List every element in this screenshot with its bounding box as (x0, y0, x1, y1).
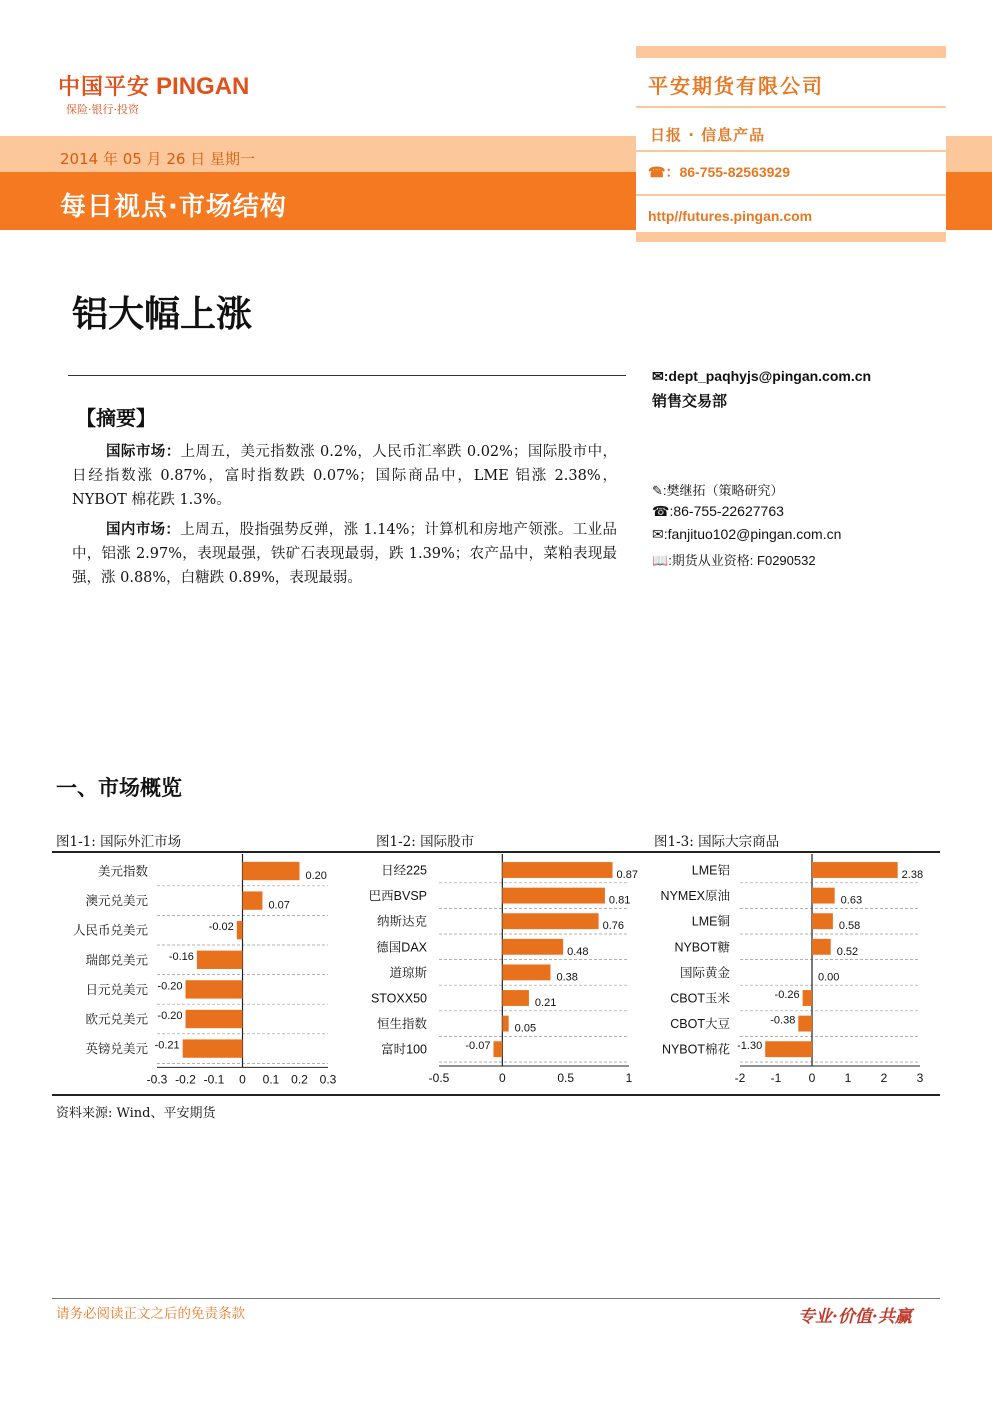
header-band-right-dark (946, 172, 992, 230)
tick-label: 1 (625, 1071, 633, 1085)
category-label: CBOT大豆 (670, 1017, 730, 1032)
category-label: 国际黄金 (679, 965, 730, 980)
bar (197, 951, 243, 969)
value-label: 0.76 (602, 920, 625, 933)
dept-name: 销售交易部 (652, 392, 728, 410)
logo-cn: 中国平安 (58, 75, 151, 100)
report-title: 铝大幅上涨 (72, 294, 253, 335)
category-label: 富时100 (381, 1042, 427, 1057)
mail-icon: ✉ (652, 368, 664, 384)
category-label: 纳斯达克 (376, 914, 427, 929)
value-label: -0.20 (157, 1010, 183, 1022)
value-label: 0.58 (838, 920, 861, 933)
tick-label: 0.5 (557, 1071, 575, 1085)
bar (502, 990, 529, 1006)
analyst-qualification (652, 550, 816, 569)
info-box-top-bar (636, 46, 946, 58)
value-label: 0.05 (514, 1022, 537, 1035)
dom-label: 国内市场： (106, 522, 181, 538)
info-box-divider (636, 106, 946, 108)
footer-rule (52, 1298, 940, 1299)
bar (803, 990, 812, 1006)
category-label: 日元兑美元 (85, 982, 148, 997)
bar (243, 862, 300, 880)
category-label: CBOT玉米 (670, 991, 730, 1006)
charts-bottom-rule (52, 1094, 940, 1096)
value-label: 0.00 (818, 971, 840, 984)
value-label: -0.07 (465, 1040, 491, 1053)
company-phone (648, 162, 790, 182)
category-label: 道琼斯 (389, 965, 427, 980)
info-box-divider (636, 150, 946, 152)
category-label: NYBOT糖 (674, 940, 730, 955)
tick-label: 0 (239, 1072, 246, 1087)
analyst-phone-text: :86-755-22627763 (669, 503, 784, 519)
tick-label: -0.3 (146, 1072, 168, 1087)
bar (812, 913, 833, 929)
tick-label: 0.2 (291, 1072, 308, 1087)
analyst-phone (652, 503, 784, 520)
value-label: -0.16 (168, 950, 194, 963)
analyst-name (652, 480, 784, 499)
bar (493, 1041, 502, 1057)
analyst-name-text: :樊继拓（策略研究） (662, 483, 784, 498)
bar (812, 939, 831, 955)
value-label: 0.38 (556, 971, 578, 984)
bar (183, 1039, 243, 1057)
report-date: 2014 年 05 月 26 日 星期一 (60, 150, 255, 168)
category-label: 瑞郎兑美元 (85, 953, 148, 968)
disclaimer-note[interactable]: 请务必阅读正文之后的免责条款 (56, 1306, 245, 1322)
figure-caption-1: 图1-1: 国际外汇市场 (56, 834, 182, 850)
dept-email[interactable] (652, 368, 871, 385)
tick-label: -0.2 (175, 1072, 196, 1087)
category-label: LME铜 (691, 914, 730, 929)
info-box-divider (636, 194, 946, 196)
value-label: 0.21 (534, 997, 557, 1009)
tick-label: 2 (880, 1071, 888, 1085)
category-label: 澳元兑美元 (85, 894, 148, 909)
tick-label: 0.1 (262, 1072, 280, 1087)
dom-text: 上周五，股指强势反弹，涨 1.14%；计算机和房地产领涨。工业品中，铝涨 2.97%，表现最强，铁矿石表现最弱，跌 1.39%；农产品中，菜粕表现最强，涨 0.88%，白糖跌 0.89%，表现最弱。 (72, 522, 618, 586)
bar (186, 980, 243, 998)
value-label: -0.20 (157, 980, 183, 993)
chart-fx (52, 854, 352, 1094)
category-label: 美元指数 (97, 864, 148, 879)
charts-top-rule (52, 851, 940, 853)
value-label: -0.38 (770, 1014, 796, 1027)
tick-label: 3 (916, 1071, 924, 1085)
tick-label: 0 (498, 1071, 506, 1085)
mail-icon: ✉ (652, 526, 664, 542)
phone-icon: ☎： (648, 164, 680, 180)
value-label: -0.21 (154, 1039, 180, 1052)
section-banner: 每日视点·市场结构 (60, 192, 287, 222)
bar (502, 913, 598, 929)
data-source: 资料来源: Wind、平安期货 (56, 1106, 216, 1121)
intl-label: 国际市场： (106, 444, 181, 460)
bar (502, 862, 612, 878)
value-label: 0.81 (608, 894, 631, 907)
pen-icon: ✎ (652, 483, 663, 498)
bar (502, 888, 605, 904)
analyst-email[interactable] (652, 526, 841, 543)
tick-label: 0.3 (319, 1072, 337, 1087)
category-label: NYMEX原油 (660, 889, 730, 904)
tick-label: -0.5 (428, 1071, 450, 1085)
summary-dom-paragraph (72, 518, 617, 590)
value-label: 0.87 (616, 869, 638, 881)
tick-label: 1 (844, 1071, 852, 1085)
value-label: 0.63 (840, 894, 863, 907)
category-label: STOXX50 (370, 991, 427, 1006)
report-type: 日报 · 信息产品 (650, 126, 766, 144)
figure-caption-2: 图1-2: 国际股市 (376, 834, 475, 850)
tick-label: -1 (770, 1071, 782, 1085)
title-rule (68, 375, 626, 376)
tick-label: -2 (734, 1071, 746, 1085)
summary-intl-paragraph (72, 440, 617, 512)
value-label: -0.26 (774, 989, 800, 1001)
chart-commodities (644, 854, 940, 1094)
category-label: 巴西BVSP (368, 889, 427, 904)
bar (502, 939, 563, 955)
category-label: 德国DAX (376, 940, 427, 955)
info-box-bottom-bar (636, 232, 946, 242)
header-band-right-light (946, 136, 992, 172)
dept-email-text: :dept_paqhyjs@pingan.com.cn (663, 368, 872, 384)
book-icon: 📖 (652, 553, 669, 568)
bar (798, 1016, 812, 1032)
tick-label: 0 (808, 1071, 816, 1085)
logo-tagline: 保险·银行·投资 (66, 103, 139, 116)
company-logo (58, 70, 249, 101)
category-label: 人民币兑美元 (72, 923, 148, 938)
category-label: 英镑兑美元 (85, 1042, 148, 1057)
section-heading: 一、市场概览 (56, 776, 182, 800)
analyst-email-text: :fanjituo102@pingan.com.cn (663, 526, 842, 542)
value-label: 2.38 (901, 869, 924, 881)
company-url[interactable]: http//futures.pingan.com (648, 208, 813, 224)
value-label: 0.20 (305, 870, 327, 882)
bar (502, 964, 550, 980)
value-label: 0.48 (567, 945, 589, 958)
phone-icon: ☎ (652, 503, 670, 519)
summary-heading: 【摘要】 (76, 406, 156, 430)
company-name: 平安期货有限公司 (648, 74, 824, 98)
category-label: 恒生指数 (376, 1017, 427, 1032)
bar (243, 891, 263, 909)
bar (812, 888, 835, 904)
analyst-qualification-text: :期货从业资格: F0290532 (668, 553, 816, 568)
logo-en: PINGAN (156, 73, 250, 100)
intl-text: 上周五，美元指数涨 0.2%，人民币汇率跌 0.02%；国际股市中，日经指数涨 0.87%，富时指数跌 0.07%；国际商品中，LME 铝涨 2.38%，NYBOT 棉花跌 1.3%。 (72, 444, 618, 508)
tick-label: -0.1 (203, 1072, 225, 1087)
value-label: 0.07 (268, 899, 290, 912)
company-phone-number: 86-755-82563929 (679, 164, 790, 180)
bar (502, 1016, 508, 1032)
category-label: 日经225 (381, 863, 427, 878)
value-label: -0.02 (208, 921, 234, 934)
bar (765, 1041, 812, 1057)
value-label: -1.30 (737, 1040, 763, 1053)
chart-stocks (352, 854, 644, 1094)
bar (237, 921, 243, 939)
footer-slogan: 专业·价值·共赢 (798, 1307, 912, 1327)
category-label: NYBOT棉花 (661, 1042, 730, 1057)
figure-caption-3: 图1-3: 国际大宗商品 (654, 834, 780, 850)
category-label: 欧元兑美元 (85, 1012, 148, 1027)
bar (812, 862, 898, 878)
bar (186, 1010, 243, 1028)
category-label: LME铝 (691, 863, 730, 878)
value-label: 0.52 (836, 945, 859, 958)
